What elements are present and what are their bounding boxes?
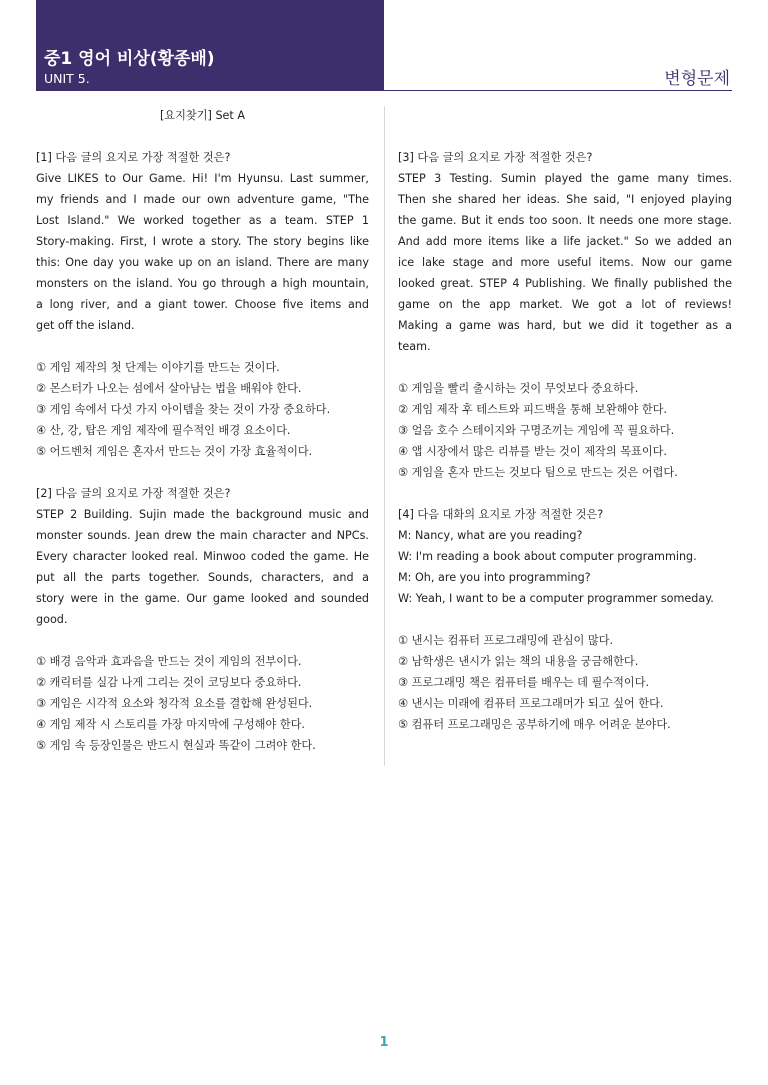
question-prompt: [2] 다음 글의 요지로 가장 적절한 것은?	[36, 487, 231, 500]
question-4	[398, 504, 732, 735]
answer-option: ⑤ 게임을 혼자 만드는 것보다 팀으로 만드는 것은 어렵다.	[398, 466, 678, 479]
passage-line: the game. But it ends too soon. It needs one more stage.	[398, 214, 732, 227]
right-column	[398, 105, 732, 735]
answer-option: ③ 얼음 호수 스테이지와 구명조끼는 게임에 꼭 필요하다.	[398, 424, 675, 437]
passage-line: story were in the game. Our game looked and sounded	[36, 592, 369, 605]
answer-option: ④ 앱 시장에서 많은 리뷰를 받는 것이 제작의 목표이다.	[398, 445, 667, 458]
dialogue-line: M: Oh, are you into programming?	[398, 571, 591, 584]
passage-line: game on the app market. We got a lot of reviews!	[398, 298, 732, 311]
question-passage	[36, 168, 369, 336]
set-title: [요지찾기] Set A	[159, 109, 246, 122]
answer-options	[36, 357, 369, 462]
answer-option: ① 게임 제작의 첫 단계는 이야기를 만드는 것이다.	[36, 361, 280, 374]
question-passage	[36, 504, 369, 630]
question-1	[36, 147, 369, 462]
answer-option: ④ 낸시는 미래에 컴퓨터 프로그래머가 되고 싶어 한다.	[398, 697, 664, 710]
document-title: 중1 영어 비상(황종배)	[44, 49, 215, 69]
answer-option: ② 게임 제작 후 테스트와 피드백을 통해 보완해야 한다.	[398, 403, 667, 416]
answer-option: ③ 프로그래밍 책은 컴퓨터를 배우는 데 필수적이다.	[398, 676, 650, 689]
page-number: 1	[379, 1035, 389, 1050]
answer-option: ④ 산, 강, 탑은 게임 제작에 필수적인 배경 요소이다.	[36, 424, 291, 437]
answer-option: ⑤ 컴퓨터 프로그래밍은 공부하기에 매우 어려운 분야다.	[398, 718, 671, 731]
passage-line: STEP 2 Building. Sujin made the background music and	[36, 508, 369, 521]
passage-line: And add more items like a life jacket." So we added an	[398, 235, 732, 248]
passage-line: STEP 3 Testing. Sumin played the game many times.	[398, 172, 732, 185]
answer-option: ① 낸시는 컴퓨터 프로그래밍에 관심이 많다.	[398, 634, 614, 647]
passage-line: looked great. STEP 4 Publishing. We finally published the	[398, 277, 732, 290]
passage-line: good.	[36, 613, 68, 626]
passage-line: this: One day you wake up on an island. There are many	[36, 256, 369, 269]
answer-option: ② 캐릭터를 실감 나게 그리는 것이 코딩보다 중요하다.	[36, 676, 302, 689]
passage-line: monster sounds. Jean drew the main character and NPCs.	[36, 529, 369, 542]
passage-line: Then she shared her ideas. She said, "I enjoyed playing	[398, 193, 732, 206]
answer-option: ① 게임을 빨리 출시하는 것이 무엇보다 중요하다.	[398, 382, 639, 395]
dialogue-line: M: Nancy, what are you reading?	[398, 529, 583, 542]
answer-option: ③ 게임은 시각적 요소와 청각적 요소를 결합해 완성된다.	[36, 697, 313, 710]
answer-options	[398, 630, 732, 735]
passage-line: my friends and I made our own adventure game, "The	[36, 193, 369, 206]
passage-line: a long river, and a giant tower. Choose five items and	[36, 298, 369, 311]
answer-option: ③ 게임 속에서 다섯 가지 아이템을 찾는 것이 가장 중요하다.	[36, 403, 331, 416]
question-prompt: [4] 다음 대화의 요지로 가장 적절한 것은?	[398, 508, 604, 521]
passage-line: Making a game was hard, but we did it together as a	[398, 319, 732, 332]
passage-line: get off the island.	[36, 319, 135, 332]
dialogue-line: W: Yeah, I want to be a computer programmer someday.	[398, 592, 714, 605]
answer-option: ① 배경 음악과 효과음을 만드는 것이 게임의 전부이다.	[36, 655, 302, 668]
question-3	[398, 147, 732, 483]
passage-line: Story-making. First, I wrote a story. The story begins like	[36, 235, 369, 248]
answer-options	[398, 378, 732, 483]
answer-option: ② 남학생은 낸시가 읽는 책의 내용을 궁금해한다.	[398, 655, 639, 668]
question-passage	[398, 168, 732, 357]
header-rule	[384, 90, 732, 91]
question-prompt: [1] 다음 글의 요지로 가장 적절한 것은?	[36, 151, 231, 164]
passage-line: put all the parts together. Sounds, characters, and a	[36, 571, 369, 584]
answer-option: ⑤ 게임 속 등장인물은 반드시 현실과 똑같이 그려야 한다.	[36, 739, 316, 752]
answer-option: ④ 게임 제작 시 스토리를 가장 마지막에 구성해야 한다.	[36, 718, 305, 731]
passage-line: ice lake stage and more useful items. Now our game	[398, 256, 732, 269]
answer-option: ② 몬스터가 나오는 섬에서 살아남는 법을 배워야 한다.	[36, 382, 302, 395]
section-label: 변형문제	[664, 69, 730, 89]
column-divider	[384, 106, 385, 766]
question-2	[36, 483, 369, 756]
passage-line: team.	[398, 340, 431, 353]
passage-line: Lost Island." We worked together as a team. STEP 1	[36, 214, 369, 227]
passage-line: monsters on the island. You go through a high mountain,	[36, 277, 369, 290]
passage-line: Every character looked real. Minwoo coded the game. He	[36, 550, 369, 563]
dialogue-line: W: I'm reading a book about computer programming.	[398, 550, 697, 563]
unit-label: UNIT 5.	[44, 71, 90, 86]
passage-line: Give LIKES to Our Game. Hi! I'm Hyunsu. Last summer,	[36, 172, 369, 185]
left-column	[36, 105, 369, 756]
question-prompt: [3] 다음 글의 요지로 가장 적절한 것은?	[398, 151, 593, 164]
answer-options	[36, 651, 369, 756]
answer-option: ⑤ 어드벤처 게임은 혼자서 만드는 것이 가장 효율적이다.	[36, 445, 313, 458]
